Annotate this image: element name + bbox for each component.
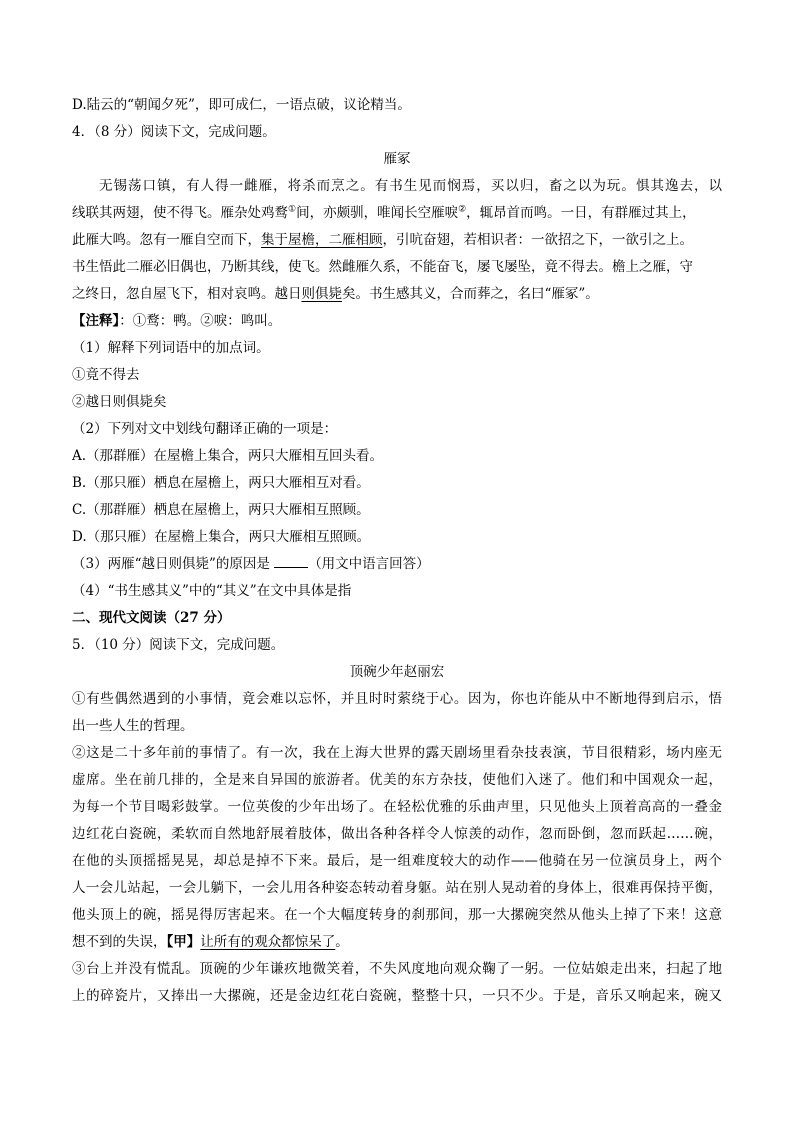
passage2-para3-line-1: ③台上并没有慌乱。顶碗的少年谦疚地微笑着，不失风度地向观众鞠了一躬。一位姑娘走出来，扫起了地	[72, 961, 722, 977]
option-d-line: D.陆云的“朝闻夕死”，即可成仁，一语点破，议论精当。	[72, 97, 411, 113]
question-4-3-text-b: （用文中语言回答）	[308, 556, 430, 572]
marker-jia: 【甲】	[166, 934, 201, 950]
passage1-line-1: 无锡荡口镇，有人得一雌雁，将杀而烹之。有书生见而悯焉，买以归，畜之以为玩。惧其逸去，以	[99, 178, 722, 194]
passage2-para2-line-1: ②这是二十多年前的事情了。有一次，我在上海大世界的露天剧场里看杂技表演，节目很精彩，场内座无	[72, 745, 722, 761]
passage2-para2-line-4: 边红花白瓷碗，柔软而自然地舒展着肢体，做出各种各样令人惊羡的动作，忽而卧倒，忽而跃起……碗，	[72, 826, 722, 842]
passage1-line-2	[72, 200, 722, 227]
question-4-3-text-a: （3）两雁“越日则俱毙”的原因是	[72, 556, 275, 572]
annotation-text: ：①鹜：鸭。②唳：鸣叫。	[119, 313, 282, 329]
question-4-2-option-c: C.（那群雁）栖息在屋檐上，两只大雁相互照顾。	[72, 502, 370, 518]
underlined-sentence-jia: 让所有的观众都惊呆了	[200, 934, 336, 950]
passage2-para2-line-6: 人一会儿站起，一会儿躺下，一会儿用各种姿态转动着身躯。站在别人晃动着的身体上，很难再保持平衡，	[72, 880, 722, 896]
question-4-4: （4）“书生感其义”中的“其义”在文中具体是指	[72, 583, 352, 599]
passage1-line-2-text-a: 线联其两翅，使不得飞。雁杂处鸡鹜	[72, 205, 288, 221]
question-4-heading: 4．（8 分）阅读下文，完成问题。	[72, 124, 276, 140]
passage1-line-5-text-a: 之终日，忽自屋飞下，相对哀鸣。越日	[72, 286, 302, 302]
section-2-heading: 二、现代文阅读（27 分）	[72, 610, 231, 626]
passage1-line-4: 书生悟此二雁必旧偶也，乃断其线，使飞。然雌雁久系，不能奋飞，屡飞屡坠，竟不得去。檐上之雁，守	[72, 259, 693, 275]
underlined-sentence: 集于屋檐，二雁相顾	[261, 232, 383, 248]
passage-title-dingwan: 顶碗少年赵丽宏	[349, 664, 445, 680]
passage2-para2-line-7: 他头顶上的碗，摇晃得厉害起来。在一个大幅度转身的刹那间，那一大摞碗突然从他头上掉了下来！这意	[72, 907, 722, 923]
annotation-line	[72, 308, 722, 335]
passage2-para2-line-3: 为每一个节目喝彩鼓掌。一位英俊的少年出场了。在轻松优雅的乐曲声里，只见他头上顶着高高的一叠金	[72, 799, 722, 815]
passage2-para1-line-1: ①有些偶然遇到的小事情，竟会难以忘怀，并且时时萦绕于心。因为，你也许能从中不断地得到启示，悟	[72, 691, 722, 707]
question-5-heading: 5．（10 分）阅读下文，完成问题。	[72, 637, 285, 653]
annotation-label: 【注释】	[72, 313, 120, 329]
passage2-para1-line-2: 出一些人生的哲理。	[72, 718, 194, 734]
passage2-para3-line-2: 上的碎瓷片，又捧出一大摞碗，还是金边红花白瓷碗，整整十只，一只不少。于是，音乐又响起来，碗又	[72, 988, 722, 1004]
passage1-line-5	[72, 281, 722, 308]
passage2-para2-line-8	[72, 929, 722, 956]
passage2-para2-line-8-text-b: 。	[335, 934, 349, 950]
question-4-1-item-a: ①竟不得去	[72, 367, 140, 383]
question-4-2-option-d: D.（那只雁）在屋檐上集合，两只大雁相互照顾。	[72, 529, 371, 545]
passage1-line-3-text-a: 此雁大鸣。忽有一雁自空而下，	[72, 232, 261, 248]
passage1-line-5-text-b: 矣。书生感其义，合而葬之，名曰“雁冢”。	[342, 286, 599, 302]
underlined-phrase-jubi: 则俱毙	[301, 286, 342, 302]
passage1-line-2-text-b: 间，亦颇驯，唯闻长空雁唳	[296, 205, 459, 221]
passage1-line-2-text-c: ，辄昂首而鸣。一日，有群雁过其上，	[466, 205, 696, 221]
question-4-2-option-b: B.（那只雁）栖息在屋檐上，两只大雁相互对看。	[72, 475, 370, 491]
question-4-2: （2）下列对文中划线句翻译正确的一项是：	[72, 421, 338, 437]
passage2-para2-line-2: 虚席。坐在前几排的，全是来自异国的旅游者。优美的东方杂技，使他们入迷了。他们和中国观众一起，	[72, 772, 722, 788]
question-4-2-option-a: A.（那群雁）在屋檐上集合，两只大雁相互回头看。	[72, 448, 384, 464]
answer-blank[interactable]	[274, 553, 308, 568]
question-4-3	[72, 551, 722, 578]
passage1-line-3	[72, 227, 722, 254]
footnote-marker-2: ②	[458, 204, 467, 215]
passage2-para2-line-5: 在他的头顶摇摇晃晃，却总是掉不下来。最后，是一组难度较大的动作——他骑在另一位演员身上，两个	[72, 853, 722, 869]
passage-title-yanzhong: 雁冢	[383, 151, 411, 167]
question-4-1-item-b: ②越日则俱毙矣	[72, 394, 167, 410]
passage1-line-3-text-b: ，引吭奋翅，若相识者：一欲招之下，一欲引之上。	[382, 232, 693, 248]
question-4-1: （1）解释下列词语中的加点词。	[72, 340, 270, 356]
passage2-para2-line-8-text-a: 想不到的失误，	[72, 934, 167, 950]
footnote-marker-1: ①	[288, 204, 297, 215]
document-page	[72, 92, 722, 1010]
